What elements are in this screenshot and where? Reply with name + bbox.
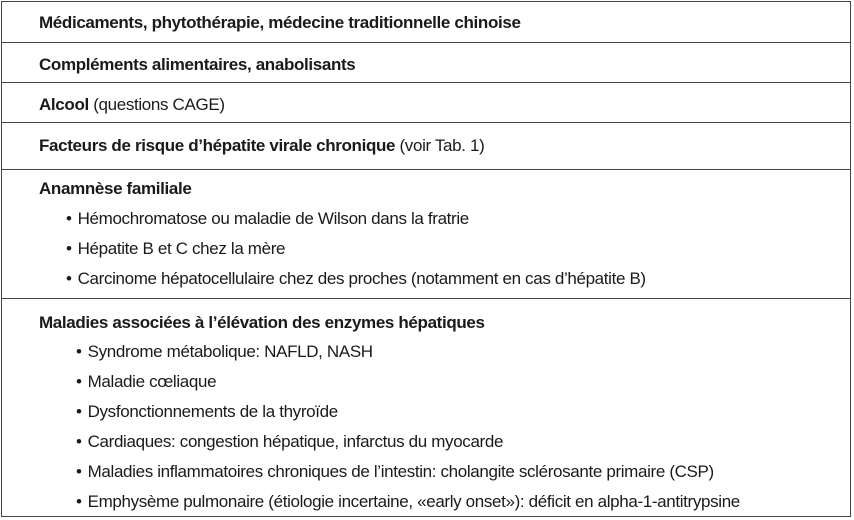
table-row bbox=[2, 2, 850, 43]
row-note: (voir Tab. 1) bbox=[395, 136, 485, 155]
row-title: Médicaments, phytothérapie, médecine traditionnelle chinoise bbox=[39, 13, 521, 32]
row-title: Facteurs de risque d’hépatite virale chronique bbox=[39, 136, 396, 155]
bullet: • bbox=[66, 209, 72, 228]
list-item: • Hémochromatose ou maladie de Wilson dans la fratrie bbox=[66, 209, 469, 228]
row-title: Compléments alimentaires, anabolisants bbox=[39, 55, 356, 74]
list-item: • Cardiaques: congestion hépatique, infarctus du myocarde bbox=[76, 432, 504, 451]
list-item: • Syndrome métabolique: NAFLD, NASH bbox=[76, 342, 373, 361]
anamnesis-table bbox=[1, 1, 851, 517]
bullet: • bbox=[76, 402, 82, 421]
bullet: • bbox=[76, 342, 82, 361]
row-note: (questions CAGE) bbox=[88, 95, 225, 114]
bullet: • bbox=[76, 492, 82, 511]
bullet: • bbox=[76, 432, 82, 451]
list-item: • Hépatite B et C chez la mère bbox=[66, 239, 286, 258]
table-row bbox=[2, 170, 850, 299]
list-item: • Emphysème pulmonaire (étiologie incertaine, «early onset»): déficit en alpha-1-antitrypsine bbox=[76, 492, 740, 511]
table-row bbox=[2, 299, 850, 518]
table-row bbox=[2, 83, 850, 123]
row-title: Alcool bbox=[39, 95, 89, 114]
list-item: • Dysfonctionnements de la thyroïde bbox=[76, 402, 338, 421]
bullet: • bbox=[76, 462, 82, 481]
row-title: Maladies associées à l’élévation des enzymes hépatiques bbox=[39, 313, 485, 332]
list-item: • Carcinome hépatocellulaire chez des proches (notamment en cas d’hépatite B) bbox=[66, 269, 646, 288]
table-row bbox=[2, 123, 850, 170]
row-line bbox=[39, 136, 484, 156]
row-title: Anamnèse familiale bbox=[39, 179, 192, 198]
row-line bbox=[39, 95, 225, 115]
table-row bbox=[2, 43, 850, 83]
bullet: • bbox=[76, 372, 82, 391]
bullet: • bbox=[66, 239, 72, 258]
list-item: • Maladies inflammatoires chroniques de l’intestin: cholangite sclérosante primaire (CSP) bbox=[76, 462, 714, 481]
bullet: • bbox=[66, 269, 72, 288]
list-item: • Maladie cœliaque bbox=[76, 372, 217, 391]
